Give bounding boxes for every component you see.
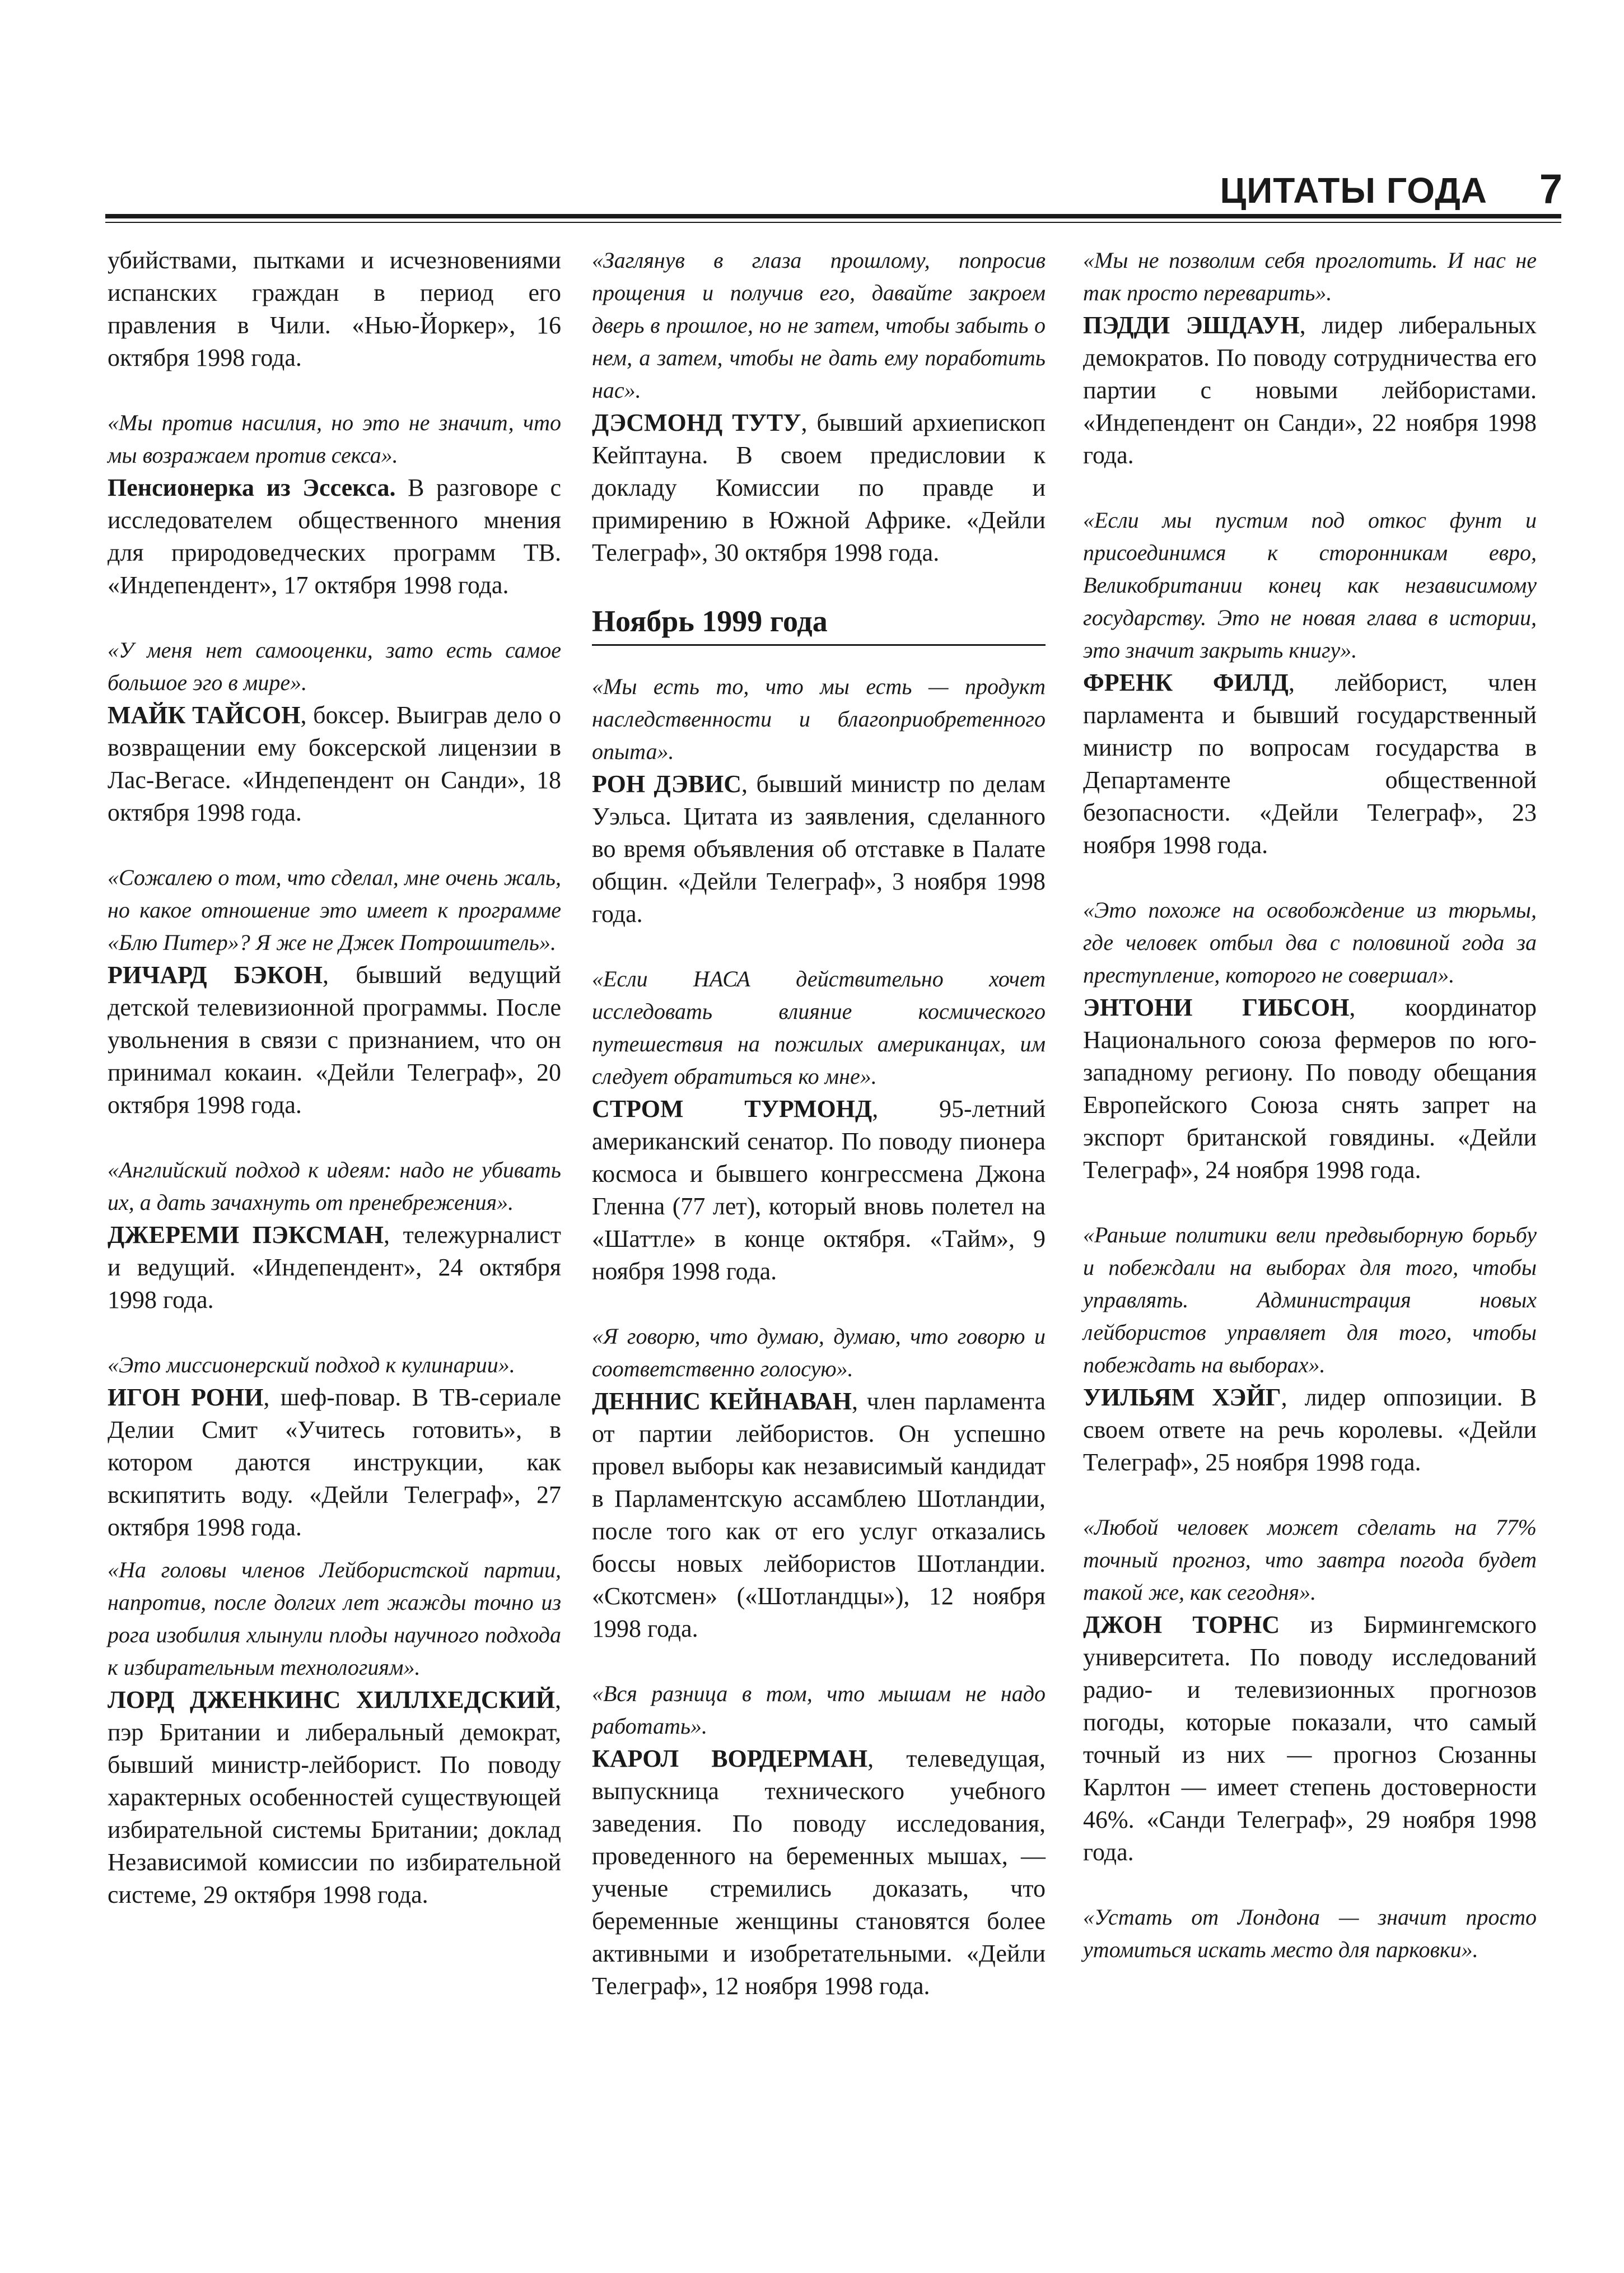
- attribution-text: , лидер оппозиции. В своем ответе на речь королевы. «Дейли Телеграф», 25 ноября 1998 года.: [1083, 1384, 1537, 1476]
- speaker-name: ДЭСМОНД ТУТУ: [592, 409, 801, 436]
- attribution: [592, 1743, 1046, 2002]
- quote-entry: [592, 1678, 1046, 2002]
- attribution-text: В разговоре с исследователем общественного мнения для природоведческих программ ТВ. «Индепендент», 17 октября 1998 года.: [108, 474, 561, 599]
- header-rule: [105, 214, 1561, 218]
- quote-text: «Мы не позволим себя проглотить. И нас не так просто переварить».: [1083, 248, 1537, 305]
- attribution: [1083, 1609, 1537, 1869]
- speaker-name: СТРОМ ТУРМОНД: [592, 1095, 872, 1122]
- attribution: [1083, 1381, 1537, 1479]
- attribution: [108, 1381, 561, 1544]
- quote-text: «Вся разница в том, что мышам не надо работать».: [592, 1681, 1046, 1739]
- quote-entry: [1083, 244, 1537, 472]
- quote-text: «Мы есть то, что мы есть — продукт наследственности и благоприобретенного опыта».: [592, 674, 1046, 764]
- attribution-text: , лейборист, член парламента и бывший государственный министр по вопросам государства в Департаменте общественной безопасности. «Дейли Телеграф», 23 ноября 1998 года.: [1083, 669, 1537, 859]
- quote-text: «Заглянув в глаза прошлому, попросив прощения и получив его, давайте закроем дверь в прошлое, но не затем, чтобы забыть о нем, а затем, чтобы не дать ему поработить нас».: [592, 248, 1046, 403]
- quote-text: «Это похоже на освобождение из тюрьмы, где человек отбыл два с половиной года за преступление, которого не совершал».: [1083, 897, 1537, 988]
- quote-text: «Если НАСА действительно хочет исследовать влияние космического путешествия на пожилых американцах, им следует обратиться ко мне».: [592, 966, 1046, 1089]
- quote-text: «Мы против насилия, но это не значит, что мы возражаем против секса».: [108, 410, 561, 468]
- column-1: [108, 244, 561, 1944]
- speaker-name: ЛОРД ДЖЕНКИНС ХИЛЛХЕДСКИЙ: [108, 1686, 555, 1713]
- attribution-text: , бывший архиепископ Кейптауна. В своем предисловии к докладу Комиссии по правде и примирению в Южной Африке. «Дейли Телеграф», 30 октября 1998 года.: [592, 409, 1046, 566]
- quote-text: «Любой человек может сделать на 77% точный прогноз, что завтра погода будет такой же, как сегодня».: [1083, 1515, 1537, 1605]
- column-2: [592, 244, 1046, 2035]
- speaker-name: ФРЕНК ФИЛД: [1083, 669, 1289, 696]
- speaker-name: РОН ДЭВИС: [592, 770, 742, 798]
- speaker-name: ИГОН РОНИ: [108, 1384, 264, 1411]
- quote-entry: [592, 963, 1046, 1288]
- attribution: [1083, 667, 1537, 861]
- quote-text: «Сожалею о том, что сделал, мне очень жаль, но какое отношение это имеет к программе «Блю Питер»? Я же не Джек Потрошитель».: [108, 865, 561, 955]
- quote-entry: [1083, 894, 1537, 1186]
- attribution-text: , телеведущая, выпускница технического учебного заведения. По поводу исследования, проведенного на беременных мышах, — ученые стремились доказать, что беременные женщины становятся более активными и изобретательными. «Дейли Телеграф», 12 ноября 1998 года.: [592, 1745, 1046, 2000]
- quote-entry: [592, 244, 1046, 569]
- continued-text: убийствами, пытками и исчезновениями испанских граждан в период его правления в Чили. «Нью-Йоркер», 16 октября 1998 года.: [108, 246, 561, 371]
- attribution: [108, 959, 561, 1121]
- speaker-name: УИЛЬЯМ ХЭЙГ: [1083, 1384, 1281, 1411]
- speaker-name: РИЧАРД БЭКОН: [108, 961, 323, 989]
- attribution-text: , боксер. Выиграв дело о возвращении ему боксерской лицензии в Лас-Вегасе. «Индепендент он Санди», 18 октября 1998 года.: [108, 701, 561, 826]
- attribution-text: из Бирмингемского университета. По поводу исследований радио- и телевизионных прогнозов погоды, которые показали, что самый точный из них — прогноз Сюзанны Карлтон — имеет степень достоверности 46%. «Санди Телеграф», 29 ноября 1998 года.: [1083, 1611, 1537, 1866]
- attribution: [592, 768, 1046, 930]
- speaker-name: ДЖОН ТОРНС: [1083, 1611, 1280, 1638]
- attribution: [1083, 309, 1537, 472]
- quote-text: «Если мы пустим под откос фунт и присоединимся к сторонникам евро, Великобритании конец как независимому государству. Это не новая глава в истории, это значит закрыть книгу».: [1083, 507, 1537, 663]
- attribution: [1083, 991, 1537, 1186]
- quote-text: «На головы членов Лейбористской партии, напротив, после долгих лет жажды точно из рога изобилия хлынули плоды научного подхода к избирательным технологиям».: [108, 1557, 561, 1680]
- header-rule-thin: [105, 222, 1561, 223]
- attribution-text: , член парламента от партии лейбористов. Он успешно провел выборы как независимый кандидат в Парламентскую ассамблею Шотландии, после того как от его услуг отказались боссы новых лейбористов Шотландии. «Скотсмен» («Шотландцы»), 12 ноября 1998 года.: [592, 1387, 1046, 1642]
- quote-entry: [108, 634, 561, 829]
- quote-text: «Я говорю, что думаю, думаю, что говорю и соответственно голосую».: [592, 1324, 1046, 1381]
- attribution-text: , шеф-повар. В ТВ-сериале Делии Смит «Учитесь готовить», в котором даются инструкции, как вскипятить воду. «Дейли Телеграф», 27 октября 1998 года.: [108, 1384, 561, 1541]
- attribution: [108, 1684, 561, 1911]
- attribution-text: , лидер либеральных демократов. По поводу сотрудничества его партии с новыми лейбористами. «Индепендент он Санди», 22 ноября 1998 года.: [1083, 311, 1537, 469]
- quote-entry: [108, 1349, 561, 1544]
- speaker-name: ДЖЕРЕМИ ПЭКСМАН: [108, 1221, 384, 1249]
- attribution: [592, 407, 1046, 569]
- speaker-name: ПЭДДИ ЭШДАУН: [1083, 311, 1300, 339]
- attribution-text: , пэр Британии и либеральный демократ, бывший министр-лейборист. По поводу характерных особенностей существующей избирательной системы Британии; доклад Независимой комиссии по избирательной системе, 29 октября 1998 года.: [108, 1686, 561, 1908]
- speaker-name: МАЙК ТАЙСОН: [108, 701, 301, 729]
- attribution-text: , бывший министр по делам Уэльса. Цитата из заявления, сделанного во время объявления об отставке в Палате общин. «Дейли Телеграф», 3 ноября 1998 года.: [592, 770, 1046, 928]
- attribution-text: , бывший ведущий детской телевизионной программы. После увольнения в связи с признанием, что он принимал кокаин. «Дейли Телеграф», 20 октября 1998 года.: [108, 961, 561, 1119]
- quote-text: «Это миссионерский подход к кулинарии».: [108, 1352, 515, 1377]
- attribution: [108, 699, 561, 829]
- section-heading: Ноябрь 1999 года: [592, 602, 1046, 646]
- speaker-name: КАРОЛ ВОРДЕРМАН: [592, 1745, 868, 1772]
- speaker-name: ДЕННИС КЕЙНАВАН: [592, 1387, 852, 1415]
- speaker-name: Пенсионерка из Эссекса.: [108, 474, 396, 501]
- quote-entry: [1083, 504, 1537, 861]
- quote-text: «У меня нет самооценки, зато есть самое большое эго в мире».: [108, 637, 561, 695]
- quote-entry: [592, 670, 1046, 930]
- quote-entry: [108, 1154, 561, 1316]
- quote-text: «Английский подход к идеям: надо не убивать их, а дать зачахнуть от пренебрежения».: [108, 1157, 561, 1215]
- trailing-quote: «Устать от Лондона — значит просто утомиться искать место для парковки».: [1083, 1904, 1537, 1962]
- quote-entry: [108, 1554, 561, 1911]
- quote-entry: [108, 861, 561, 1121]
- quote-text: «Раньше политики вели предвыборную борьбу и побеждали на выборах для того, чтобы управлять. Администрация новых лейбористов управляет для того, чтобы побеждать на выборах».: [1083, 1222, 1537, 1377]
- quote-entry: [1083, 1219, 1537, 1479]
- attribution: [108, 1219, 561, 1316]
- speaker-name: ЭНТОНИ ГИБСОН: [1083, 994, 1350, 1021]
- attribution: [108, 472, 561, 602]
- attribution-text: , тележурналист и ведущий. «Индепендент», 24 октября 1998 года.: [108, 1221, 561, 1314]
- column-3: [1083, 244, 1537, 1966]
- attribution-text: , 95-летний американский сенатор. По поводу пионера космоса и бывшего конгрессмена Джона Гленна (77 лет), который вновь полетел на «Шаттле» в конце октября. «Тайм», 9 ноября 1998 года.: [592, 1095, 1046, 1285]
- attribution-text: , координатор Национального союза фермеров по юго-западному региону. По поводу обещания Европейского Союза снять запрет на экспорт британской говядины. «Дейли Телеграф», 24 ноября 1998 года.: [1083, 994, 1537, 1184]
- page-number: 7: [1539, 166, 1562, 212]
- quote-entry: [592, 1320, 1046, 1645]
- running-header: ЦИТАТЫ ГОДА: [1220, 170, 1487, 211]
- attribution: [592, 1385, 1046, 1645]
- attribution: [592, 1093, 1046, 1288]
- quote-entry: [108, 407, 561, 602]
- quote-entry: [1083, 1511, 1537, 1869]
